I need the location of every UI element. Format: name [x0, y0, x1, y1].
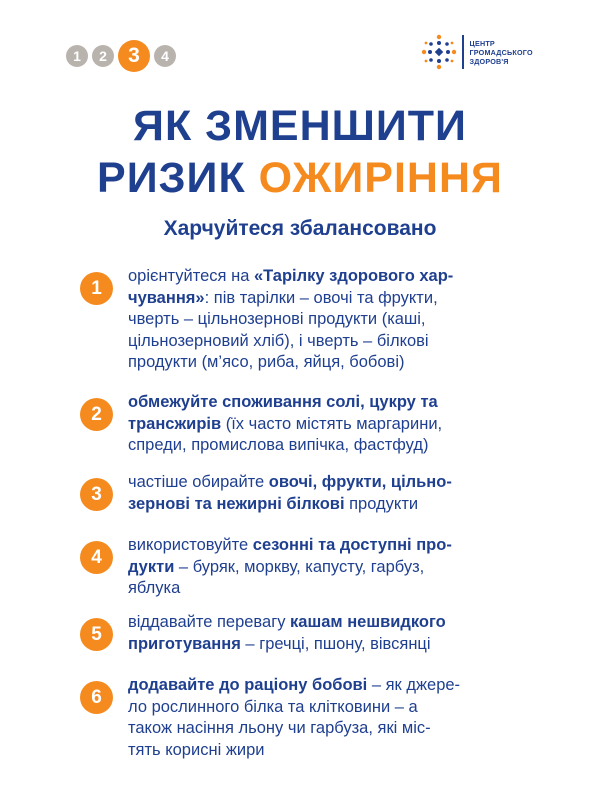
tip-number-badge: 5: [80, 618, 113, 651]
logo-divider: [462, 35, 464, 69]
tip-text-bold: трансжирів: [128, 414, 222, 433]
tip-text-regular: – гречці, пшону, вівсянці: [240, 634, 431, 653]
subtitle: Харчуйтеся збалансовано: [163, 217, 437, 240]
tip-text-bold: чування»: [128, 288, 205, 307]
tip-text: [128, 675, 528, 761]
tip-text-regular: – як джере-: [367, 676, 461, 694]
tip-number-badge: 6: [80, 681, 113, 714]
logo-line-3: ЗДОРОВ'Я: [469, 56, 509, 66]
title-line-1: ЯК ЗМЕНШИТИ: [133, 102, 467, 150]
tip-text: [128, 612, 528, 655]
tip-text-bold: сезонні та доступні про-: [252, 536, 452, 554]
title-line-2-plain: РИЗИК: [97, 154, 259, 202]
tip-text-line: [128, 740, 528, 762]
title-line-2: [0, 152, 600, 204]
tip-number-badge: 1: [80, 272, 113, 305]
tip-text-bold: «Тарілку здорового хар-: [253, 267, 454, 285]
tip-text-bold: зернові та нежирні білкові: [128, 494, 345, 513]
tip-text-regular: – буряк, моркву, капусту, гарбуз,: [174, 557, 425, 576]
page-dot-3-current[interactable]: 3: [118, 40, 150, 72]
logo-line-1: ЦЕНТР: [469, 38, 495, 48]
tip-text-regular: (їх часто містять маргарини,: [221, 414, 443, 433]
tip-text-regular: : пів тарілки – овочі та фрукти,: [204, 288, 438, 307]
tip-text-line: [128, 535, 528, 557]
tip-text: [128, 392, 528, 457]
tip-text-line: [128, 414, 528, 436]
tip-text-bold: дукти: [128, 557, 175, 576]
tip-text-bold: приготування: [128, 634, 241, 653]
tip-text: [128, 535, 528, 600]
tip-text-line: [128, 331, 528, 353]
logo-line-2: ГРОМАДСЬКОГО: [469, 47, 533, 57]
tip-text-regular: частіше обирайте: [128, 473, 269, 491]
tip-text: [128, 266, 528, 374]
tip-text-line: [128, 472, 528, 494]
page-dot-2[interactable]: 2: [92, 45, 114, 67]
tip-text-line: [128, 435, 528, 457]
tip-text: [128, 472, 528, 515]
tip-text-bold: кашам нешвидкого: [290, 613, 446, 631]
tip-text-regular: яблука: [128, 579, 181, 597]
title-line-2-accent: ОЖИРІННЯ: [258, 154, 503, 202]
tip-text-line: [128, 612, 528, 634]
tip-text-regular: продукти: [344, 494, 419, 513]
tip-text-regular: продукти (м’ясо, риба, яйця, бобові): [128, 353, 405, 371]
tip-text-line: [128, 288, 528, 310]
tip-text-regular: цільнозерновий хліб), і чверть – білкові: [128, 331, 429, 350]
tip-text-line: [128, 675, 528, 697]
tip-number-badge: 4: [80, 541, 113, 574]
tip-text-regular: віддавайте перевагу: [128, 613, 291, 631]
tip-text-regular: спреди, промислова випічка, фастфуд): [128, 436, 429, 454]
logo-text: [470, 39, 533, 66]
tip-text-bold: обмежуйте споживання солі, цукру та: [128, 393, 438, 411]
tip-text-line: [128, 718, 528, 740]
tip-text-line: [128, 266, 528, 288]
tip-text-regular: орієнтуйтеся на: [128, 267, 254, 285]
tip-text-regular: тять корисні жири: [128, 740, 265, 759]
logo-emblem-icon: [420, 33, 458, 71]
tip-text-line: [128, 557, 528, 579]
tip-text-line: [128, 392, 528, 414]
page-title: [0, 100, 600, 204]
tip-text-regular: ло рослинного білка та клітковини – а: [128, 697, 418, 716]
tip-text-bold: додавайте до раціону бобові: [128, 676, 368, 694]
tip-text-line: [128, 578, 528, 600]
page-dot-4[interactable]: 4: [154, 45, 176, 67]
tip-text-regular: чверть – цільнозернові продукти (каші,: [128, 310, 426, 328]
tip-text-line: [128, 309, 528, 331]
tip-text-regular: використовуйте: [128, 536, 253, 554]
page-indicator: [66, 40, 176, 72]
tip-text-line: [128, 697, 528, 719]
tip-text-line: [128, 494, 528, 516]
public-health-center-logo: [420, 33, 533, 71]
tip-number-badge: 2: [80, 398, 113, 431]
tip-text-regular: також насіння льону чи гарбуза, які міс-: [128, 719, 431, 737]
tip-text-bold: овочі, фрукти, цільно-: [268, 473, 452, 491]
tip-text-line: [128, 352, 528, 374]
page-dot-1[interactable]: 1: [66, 45, 88, 67]
tip-number-badge: 3: [80, 478, 113, 511]
tip-text-line: [128, 634, 528, 656]
